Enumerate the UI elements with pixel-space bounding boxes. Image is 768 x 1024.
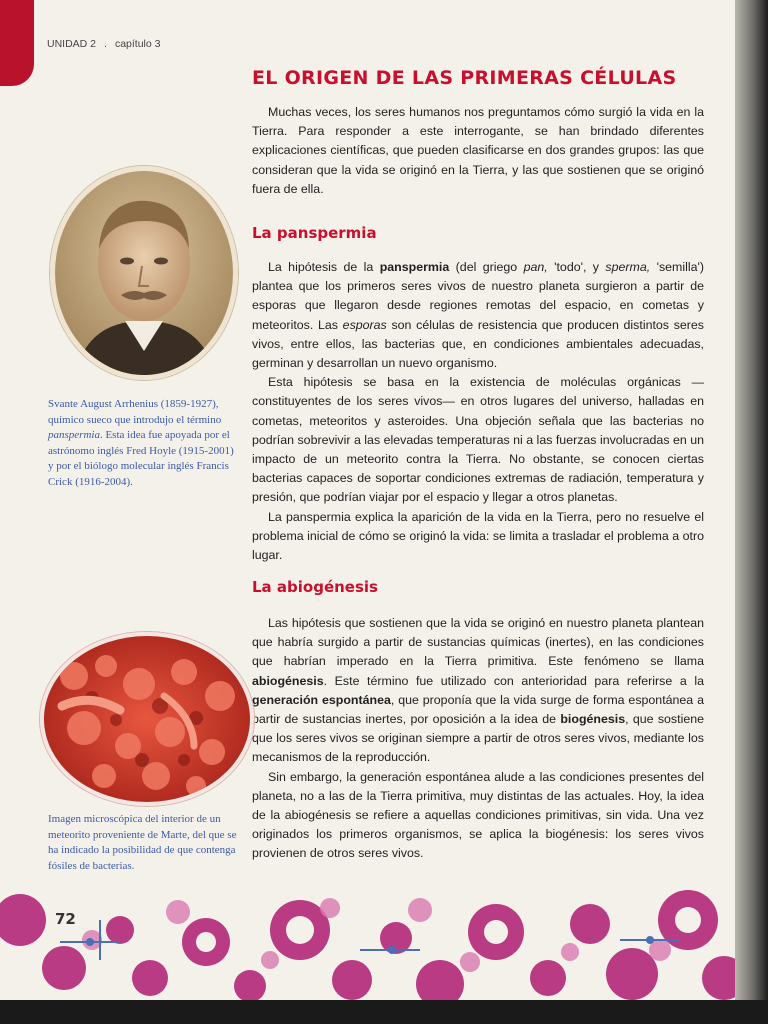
term-generacion-espontanea: generación espontánea xyxy=(252,692,391,707)
running-head xyxy=(47,38,160,50)
abiogenesis-text xyxy=(252,614,704,864)
text-run: 'todo', y xyxy=(547,260,606,274)
text-run: . Este término fue utilizado con anterioridad para referirse a la xyxy=(323,673,704,688)
text-run: , que sostiene que los seres vivos se originan siempre a partir de otros seres vivos, mediante los mecanismos de la reproducción. xyxy=(252,712,704,765)
caption-term: panspermia xyxy=(48,429,100,442)
scan-bottom-edge xyxy=(0,1000,768,1024)
page-number: 72 xyxy=(55,910,76,928)
micrograph-illustration xyxy=(44,636,250,802)
chapter-label: capítulo 3 xyxy=(114,38,161,50)
abiogenesis-heading: La abiogénesis xyxy=(252,578,378,596)
term-panspermia: panspermia xyxy=(379,260,450,274)
unit-label: UNIDAD 2 xyxy=(47,38,97,50)
panspermia-paragraph-3: La panspermia explica la aparición de la vida en la Tierra, pero no resuelve el problema inicial de cómo se originó la vida: se limita a trasladar el problema a otro lugar. xyxy=(252,509,704,563)
page-title: EL ORIGEN DE LAS PRIMERAS CÉLULAS xyxy=(252,67,677,89)
panspermia-text xyxy=(252,258,704,565)
abiogenesis-paragraph-2: Sin embargo, la generación espontánea alude a las condiciones presentes del planeta, no a las de la Tierra primitiva, muy distintas de las actuales. Hoy, la idea de la abiogénesis se refiere a aquellas condiciones primitivas, sin vida. Una vez originados los primeros organismos, se aplica la biogénesis: los seres vivos provienen de otros seres vivos. xyxy=(252,769,704,861)
text-run: son células de resistencia que producen distintos seres vivos, entre ellos, las bacterias que, en condiciones ambientales adecuadas, germinan y desarrollan un nuevo organismo. xyxy=(252,317,704,371)
panspermia-paragraph-1 xyxy=(252,258,704,373)
text-run: Las hipótesis que sostienen que la vida se originó en nuestro planeta plantean que habría surgido a partir de sustancias químicas (inertes), en las condiciones que habrían imperado en la Tierra primitiva. Este fenómeno se llama xyxy=(252,616,704,669)
text-run: 'semilla') plantea que los primeros seres vivos de nuestro planeta surgieron a partir de esporas que llegaron desde regiones remotas del espacio, en cometas y meteoritos. Las xyxy=(252,260,705,332)
portrait-illustration xyxy=(55,171,233,375)
term-abiogenesis: abiogénesis xyxy=(252,673,324,688)
panspermia-heading: La panspermia xyxy=(252,224,377,242)
intro-paragraph: Muchas veces, los seres humanos nos preguntamos cómo surgió la vida en la Tierra. Para responder a este interrogante, se han brindado diferentes explicaciones científicas, que pueden clasificarse en dos grandes grupos: las que consideran que la vida se originó en la Tierra, y las que sostienen que se originó fuera de ella. xyxy=(252,105,704,196)
term-esporas: esporas xyxy=(342,317,387,332)
term-sperma: sperma, xyxy=(605,260,651,274)
arrhenius-portrait xyxy=(50,166,238,380)
text-run: La hipótesis de la xyxy=(268,260,380,274)
text-run: , que proponía que la vida surge de forma espontánea a partir de sustancias inertes, por oposición a la idea de xyxy=(252,692,704,727)
page-gutter-shadow xyxy=(735,0,768,1000)
text-run: (del griego xyxy=(449,260,524,274)
corner-tab xyxy=(0,0,34,86)
caption-run: . Esta idea fue apoyada por el astrónomo inglés Fred Hoyle (1915-2001) y por el biólogo molecular inglés Francis Crick (1916-2004). xyxy=(48,429,234,488)
term-pan: pan, xyxy=(523,260,548,274)
panspermia-paragraph-2: Esta hipótesis se basa en la existencia de moléculas orgánicas —constituyentes de los seres vivos— en otros lugares del universo, halladas en cometas, meteoritos y asteroides. Una objeción señala que las bacterias no podrían sobrevivir a las elevadas temperaturas ni a las fuerzas involucradas en un impacto de un meteorito contra la Tierra. No obstante, se conocen ciertas bacterias capaces de soportar condiciones extremas de radiación, temperatura y presión, que podrían viajar por el espacio y llegar a otros planetas. xyxy=(252,375,704,505)
caption-run: Svante August Arrhenius (1859-1927), químico sueco que introdujo el término xyxy=(48,398,222,426)
portrait-caption xyxy=(48,397,238,491)
intro-text xyxy=(252,103,704,199)
head-separator: . xyxy=(104,38,107,50)
term-biogenesis: biogénesis xyxy=(560,712,626,727)
abiogenesis-paragraph-1 xyxy=(252,614,704,768)
micrograph-caption: Imagen microscópica del interior de un meteorito proveniente de Marte, del que se ha indicado la posibilidad de que contenga fósiles de bacterias. xyxy=(48,813,237,872)
meteorite-micrograph xyxy=(40,632,254,806)
footer-bubble-decoration xyxy=(0,890,742,1000)
